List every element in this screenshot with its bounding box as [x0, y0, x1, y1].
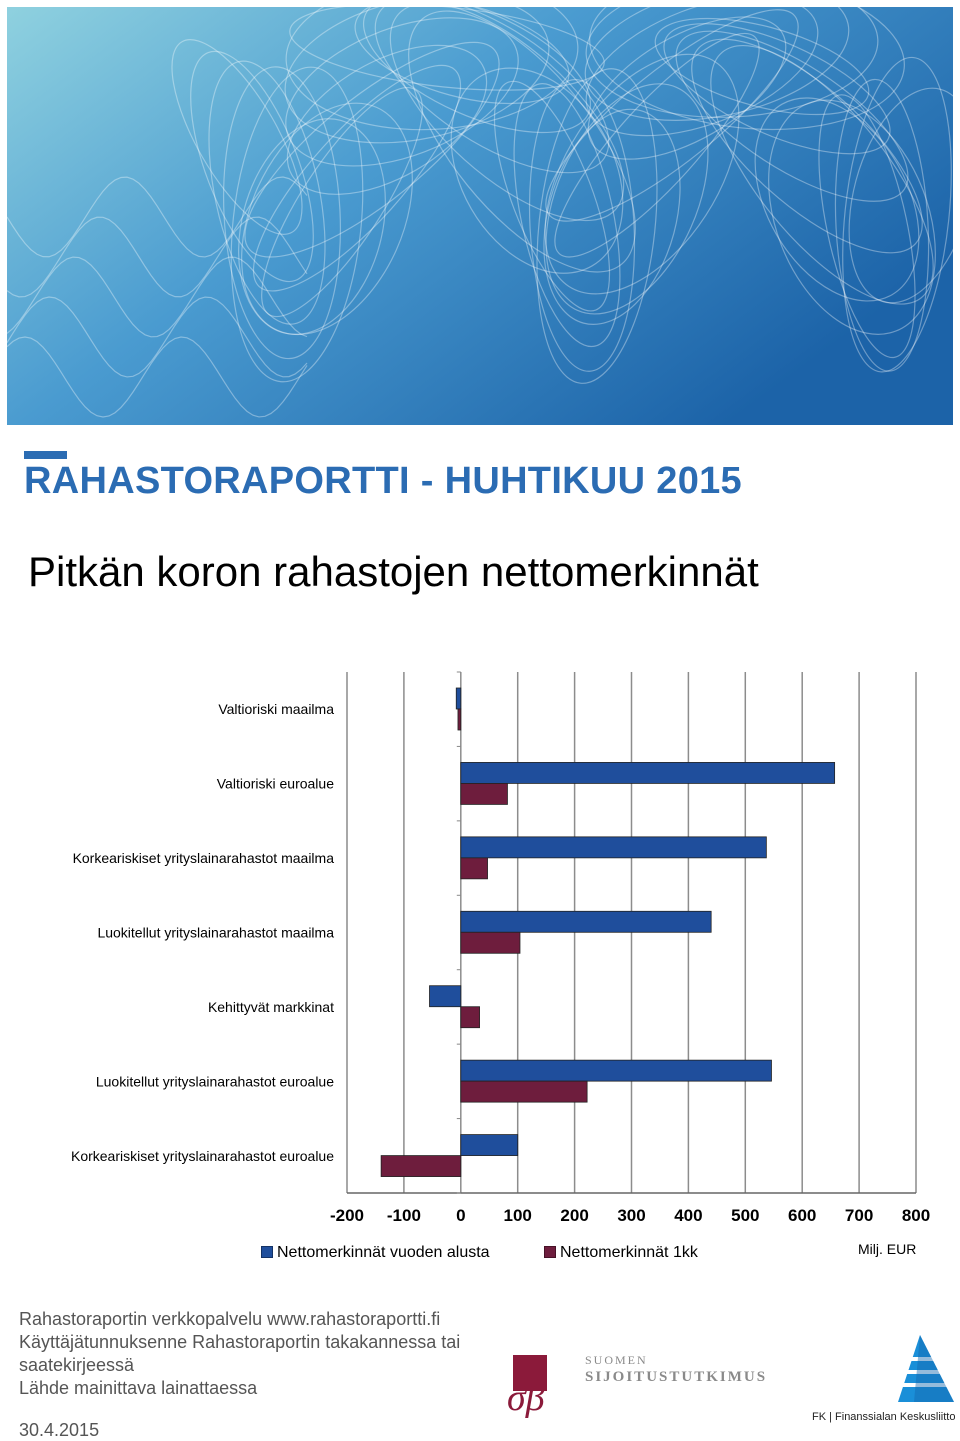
x-tick-label: 400 — [674, 1206, 703, 1225]
category-label: Valtioriski euroalue — [216, 775, 334, 792]
legend-item-1m — [544, 1244, 698, 1262]
bar-ytd — [456, 688, 461, 709]
report-date: 30.4.2015 — [19, 1420, 100, 1440]
bar-ytd — [461, 1135, 518, 1156]
x-tick-label: -200 — [329, 1206, 365, 1225]
bar-chart — [0, 660, 960, 1235]
x-tick-label: 200 — [560, 1206, 589, 1225]
footer-line-credentials-cont: saatekirjeessä — [19, 1355, 135, 1375]
bar-ytd — [461, 837, 767, 858]
hero-banner — [7, 7, 953, 425]
footer-line-source: Lähde mainittava lainattaessa — [19, 1378, 258, 1398]
report-title: RAHASTORAPORTTI - HUHTIKUU 2015 — [24, 460, 742, 502]
footer-info — [19, 1308, 489, 1400]
footer-line-website: Rahastoraportin verkkopalvelu www.rahastoraportti.fi — [19, 1309, 441, 1329]
legend-swatch-1m — [544, 1246, 556, 1258]
category-label: Luokitellut yrityslainarahastot euroalue — [95, 1073, 334, 1090]
fk-logo — [810, 1330, 955, 1410]
sijoitus-logo-glyph: σβ — [507, 1377, 545, 1419]
bar-ytd — [461, 911, 711, 932]
bar-1m — [461, 1007, 480, 1028]
x-tick-label: 700 — [844, 1206, 874, 1225]
bar-1m — [461, 932, 520, 953]
category-label: Valtioriski maailma — [218, 701, 334, 718]
suomen-sijoitustutkimus-logo — [505, 1350, 795, 1420]
unit-label: Milj. EUR — [858, 1241, 917, 1257]
x-tick-label: 100 — [503, 1206, 532, 1225]
legend-label-1m: Nettomerkinnät 1kk — [560, 1244, 698, 1261]
bar-1m — [461, 858, 488, 879]
x-tick-label: -100 — [386, 1206, 421, 1225]
x-tick-label: 0 — [456, 1206, 466, 1225]
chart-title: Pitkän koron rahastojen nettomerkinnät — [28, 548, 759, 595]
bar-1m — [461, 783, 508, 804]
legend-swatch-ytd — [261, 1246, 273, 1258]
legend-label-ytd: Nettomerkinnät vuoden alusta — [277, 1244, 490, 1261]
fk-logo-label: FK | Finanssialan Keskusliitto — [812, 1411, 956, 1423]
sijoitus-logo-line2: SIJOITUSTUTKIMUS — [585, 1369, 768, 1385]
sijoitus-logo-line1: SUOMEN — [585, 1353, 648, 1367]
legend-item-ytd — [261, 1244, 490, 1262]
title-accent-bar — [24, 451, 67, 459]
x-tick-label: 800 — [901, 1206, 931, 1225]
header-image — [7, 7, 953, 425]
bar-1m — [461, 1081, 587, 1102]
bar-ytd — [461, 1060, 772, 1081]
bar-1m — [458, 709, 461, 730]
bar-ytd — [461, 762, 835, 783]
bar-1m — [381, 1156, 461, 1177]
category-label: Luokitellut yrityslainarahastot maailma — [97, 924, 334, 941]
x-tick-label: 600 — [788, 1206, 817, 1225]
x-tick-label: 500 — [731, 1206, 760, 1225]
category-label: Korkeariskiset yrityslainarahastot euroalue — [70, 1147, 334, 1164]
x-tick-label: 300 — [617, 1206, 646, 1225]
category-label: Kehittyvät markkinat — [207, 998, 334, 1015]
category-label: Korkeariskiset yrityslainarahastot maailma — [72, 850, 334, 867]
bar-ytd — [430, 986, 461, 1007]
footer-line-credentials: Käyttäjätunnuksenne Rahastoraportin takakannessa tai — [19, 1332, 461, 1352]
